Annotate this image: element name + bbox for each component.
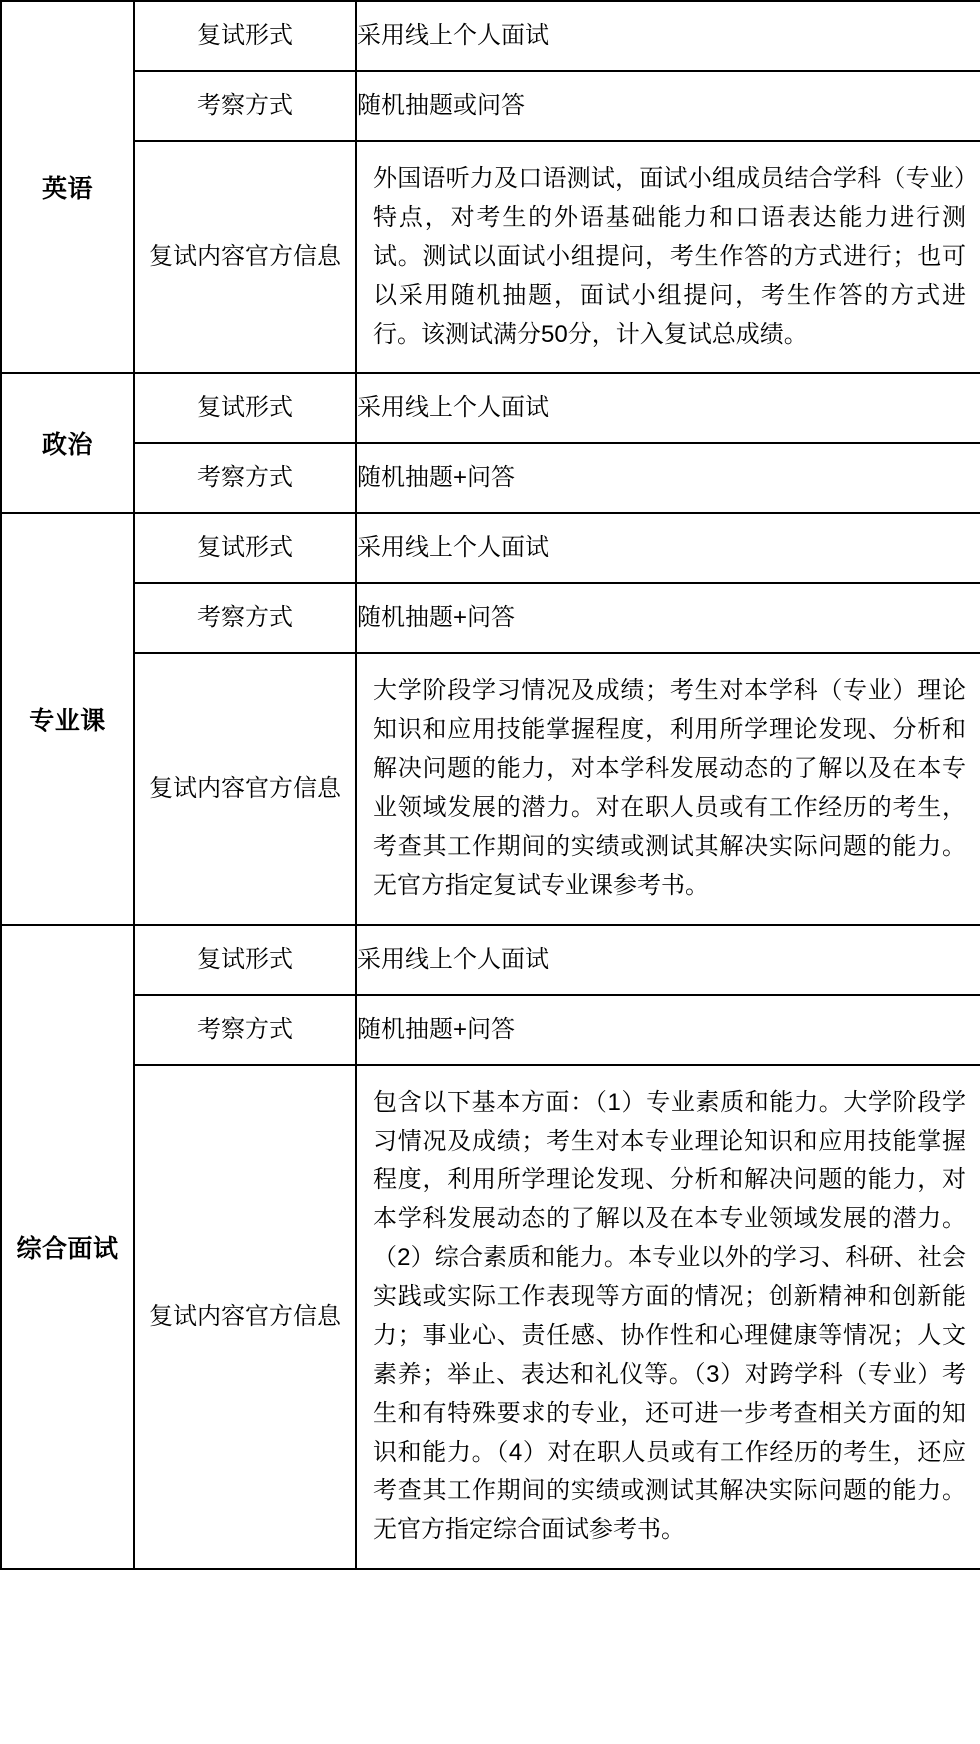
field-label-form: 复试形式 — [134, 1, 356, 71]
subject-cell-politics: 政治 — [1, 373, 134, 513]
field-label-form: 复试形式 — [134, 513, 356, 583]
value-major-content — [356, 653, 980, 924]
paragraph-text: 外国语听力及口语测试，面试小组成员结合学科（专业）特点，对考生的外语基础能力和口语表达能力进行测试。测试以面试小组提问，考生作答的方式进行；也可以采用随机抽题，面试小组提问，考生作答的方式进行。该测试满分50分，计入复试总成绩。 — [373, 165, 966, 348]
field-label-content: 复试内容官方信息 — [134, 1065, 356, 1570]
table-row — [1, 583, 980, 653]
value-major-method: 随机抽题+问答 — [356, 583, 980, 653]
value-english-form: 采用线上个人面试 — [356, 1, 980, 71]
value-comprehensive-form: 采用线上个人面试 — [356, 925, 980, 995]
table-row — [1, 71, 980, 141]
value-english-method: 随机抽题或问答 — [356, 71, 980, 141]
value-comprehensive-content — [356, 1065, 980, 1570]
table-row — [1, 925, 980, 995]
field-label-form: 复试形式 — [134, 373, 356, 443]
field-label-method: 考察方式 — [134, 71, 356, 141]
subject-cell-major-course: 专业课 — [1, 513, 134, 924]
value-politics-form: 采用线上个人面试 — [356, 373, 980, 443]
field-label-method: 考察方式 — [134, 995, 356, 1065]
table-row — [1, 443, 980, 513]
value-english-content — [356, 141, 980, 373]
field-label-method: 考察方式 — [134, 583, 356, 653]
value-comprehensive-method: 随机抽题+问答 — [356, 995, 980, 1065]
field-label-content: 复试内容官方信息 — [134, 653, 356, 924]
table-row — [1, 995, 980, 1065]
subject-cell-english: 英语 — [1, 1, 134, 373]
table-row — [1, 1, 980, 71]
subject-cell-comprehensive-interview: 综合面试 — [1, 925, 134, 1570]
table-row — [1, 373, 980, 443]
paragraph-text: 包含以下基本方面：（1）专业素质和能力。大学阶段学习情况及成绩；考生对本专业理论知识和应用技能掌握程度，利用所学理论发现、分析和解决问题的能力，对本学科发展动态的了解以及在本专业领域发展的潜力。（2）综合素质和能力。本专业以外的学习、科研、社会实践或实际工作表现等方面的情况；创新精神和创新能力；事业心、责任感、协作性和心理健康等情况；人文素养；举止、表达和礼仪等。（3）对跨学科（专业）考生和有特殊要求的专业，还可进一步考查相关方面的知识和能力。（4）对在职人员或有工作经历的考生，还应考查其工作期间的实绩或测试其解决实际问题的能力。无官方指定综合面试参考书。 — [373, 1088, 966, 1544]
table-row — [1, 1065, 980, 1570]
value-politics-method: 随机抽题+问答 — [356, 443, 980, 513]
table-row — [1, 513, 980, 583]
table-row — [1, 653, 980, 924]
field-label-form: 复试形式 — [134, 925, 356, 995]
table-row — [1, 141, 980, 373]
paragraph-text: 大学阶段学习情况及成绩；考生对本学科（专业）理论知识和应用技能掌握程度，利用所学理论发现、分析和解决问题的能力，对本学科发展动态的了解以及在本专业领域发展的潜力。对在职人员或有工作经历的考生，考查其工作期间的实绩或测试其解决实际问题的能力。无官方指定复试专业课参考书。 — [373, 677, 966, 899]
field-label-content: 复试内容官方信息 — [134, 141, 356, 373]
value-major-form: 采用线上个人面试 — [356, 513, 980, 583]
field-label-method: 考察方式 — [134, 443, 356, 513]
